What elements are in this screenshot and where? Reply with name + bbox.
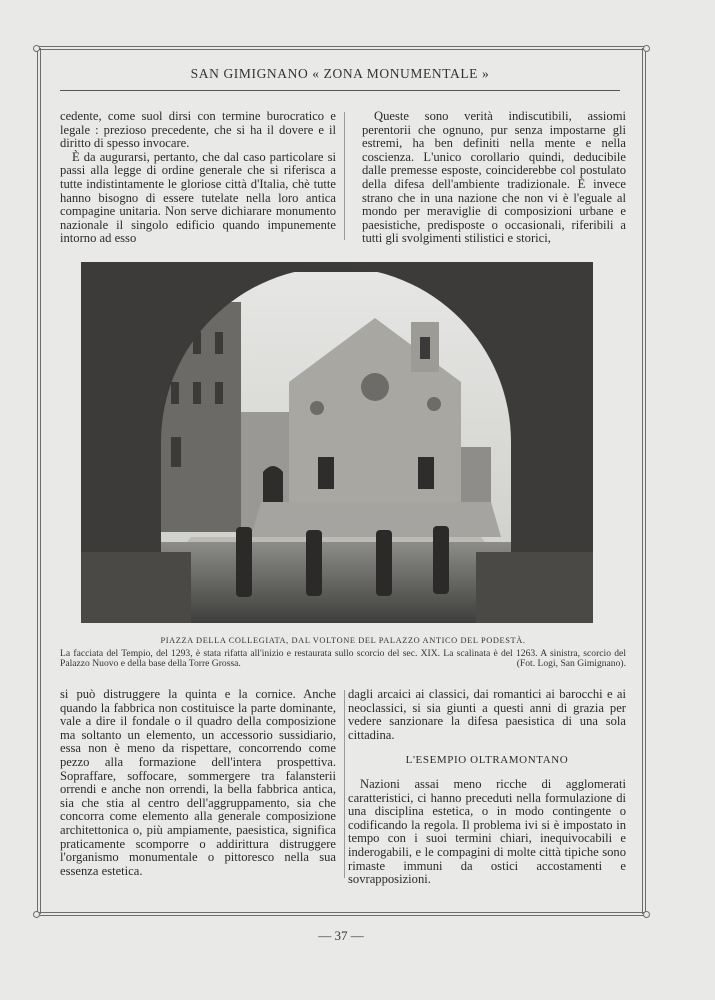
caption-title: PIAZZA DELLA COLLEGIATA, DAL VOLTONE DEL PALAZZO ANTICO DEL PODESTÀ. [160,636,526,645]
page-number: — 37 — [318,928,364,943]
paragraph: cedente, come suol dirsi con termine burocratico e legale : prezioso precedente, che si ha il dovere e il diritto di spesso invocare. [60,109,336,151]
paragraph: È da augurarsi, pertanto, che dal caso particolare si passi alla legge di ordine generale che si riferisca a tutte indistintamente le gloriose città d'Italia, chè tutte hanno bisogno di essere tutelate nella loro antica compagine unitaria. Non serve dichiarare monumento nazionale il singolo edificio quando impunemente intorno ad esso [60,149,336,246]
paragraph: Queste sono verità indiscutibili, assiomi perentorii che ognuno, pur senza impostarne gli estremi, ha ben definiti nella mente e nella coscienza. L'unico corollario quindi, deducibile dalle premesse esposte, coinciderebbe col postulato della difesa dell'ambiente tradizionale. È invece strano che in una nazione che non vi è l'eguale al mondo per meraviglie di composizioni urbane e paesistiche, predisposte o occasionali, riferibili a tutti gli svolgimenti stilistici e storici, [362,109,626,246]
caption-text: La facciata del Tempio, del 1293, è stata rifatta all'inizio e restaurata sullo scorcio del sec. XIX. La scalinata è del 1263. A sinistra, scorcio del Palazzo Nuovo e della base della Torre Grossa. [60,647,626,670]
running-head: SAN GIMIGNANO « ZONA MONUMENTALE » [190,66,490,81]
frame-rule-left [37,48,38,914]
column-divider [344,690,345,878]
frame-rule-top [38,46,644,47]
caption-body [60,649,626,670]
frame-rule-left-inner [40,48,41,914]
frame-rule-bottom-inner [38,915,644,916]
top-left-column [60,110,336,246]
frame-corner-ornament [643,911,650,918]
top-right-column [362,110,626,246]
frame-rule-right-inner [645,48,646,914]
photo-illustration [81,262,593,623]
frame-corner-ornament [33,45,40,52]
paragraph: Nazioni assai meno ricche di agglomerati caratteristici, ci hanno preceduti nella formulazione di una disciplina estetica, o in modo contingente o codificando la regola. Il problema ivi si è impostato in tempo con i suoi termini chiari, inequivocabili e inderogabili, e le compagini di molte città tipiche sono rimaste immuni da ostici accostamenti e sovrapposizioni. [348,776,626,887]
bottom-right-column [348,688,626,887]
paragraph: dagli arcaici ai classici, dai romantici ai barocchi e ai neoclassici, si sia giunti a questi anni di grazia per vedere sanzionare la difesa paesistica di una sola cittadina. [348,687,626,742]
bottom-left-column [60,688,336,878]
frame-corner-ornament [33,911,40,918]
paragraph: si può distruggere la quinta e la cornice. Anche quando la fabbrica non costituisce la parte dominante, vale a dire il fondale o il quadro della composizione ma soltanto un elemento, un accessorio sussidiario, essa non è meno da rispettare, concorrendo come pezzo alla formazione dell'intera prospettiva. Sopraffare, soffocare, sommergere tra falansterii orrendi e anche non orrendi, la bella fabbrica antica, sia che stia al centro dell'aggruppamento, sia che concorra come elemento alla generale composizione architettonica o, più ampiamente, paesistica, significa praticamente scomporre o addirittura distruggere l'organismo monumentale o pittoresco nella sua essenza estetica. [60,687,336,878]
frame-rule-top-inner [38,49,644,50]
frame-rule-bottom [38,912,644,913]
running-head-rule [60,90,620,91]
frame-rule-right [642,48,643,914]
photo-caption [60,636,626,670]
photo-credit: (Fot. Logi, San Gimignano). [516,658,626,670]
collegiata-photograph [81,262,593,623]
column-divider [344,112,345,240]
section-heading: L'ESEMPIO OLTRAMONTANO [405,754,569,767]
frame-corner-ornament [643,45,650,52]
